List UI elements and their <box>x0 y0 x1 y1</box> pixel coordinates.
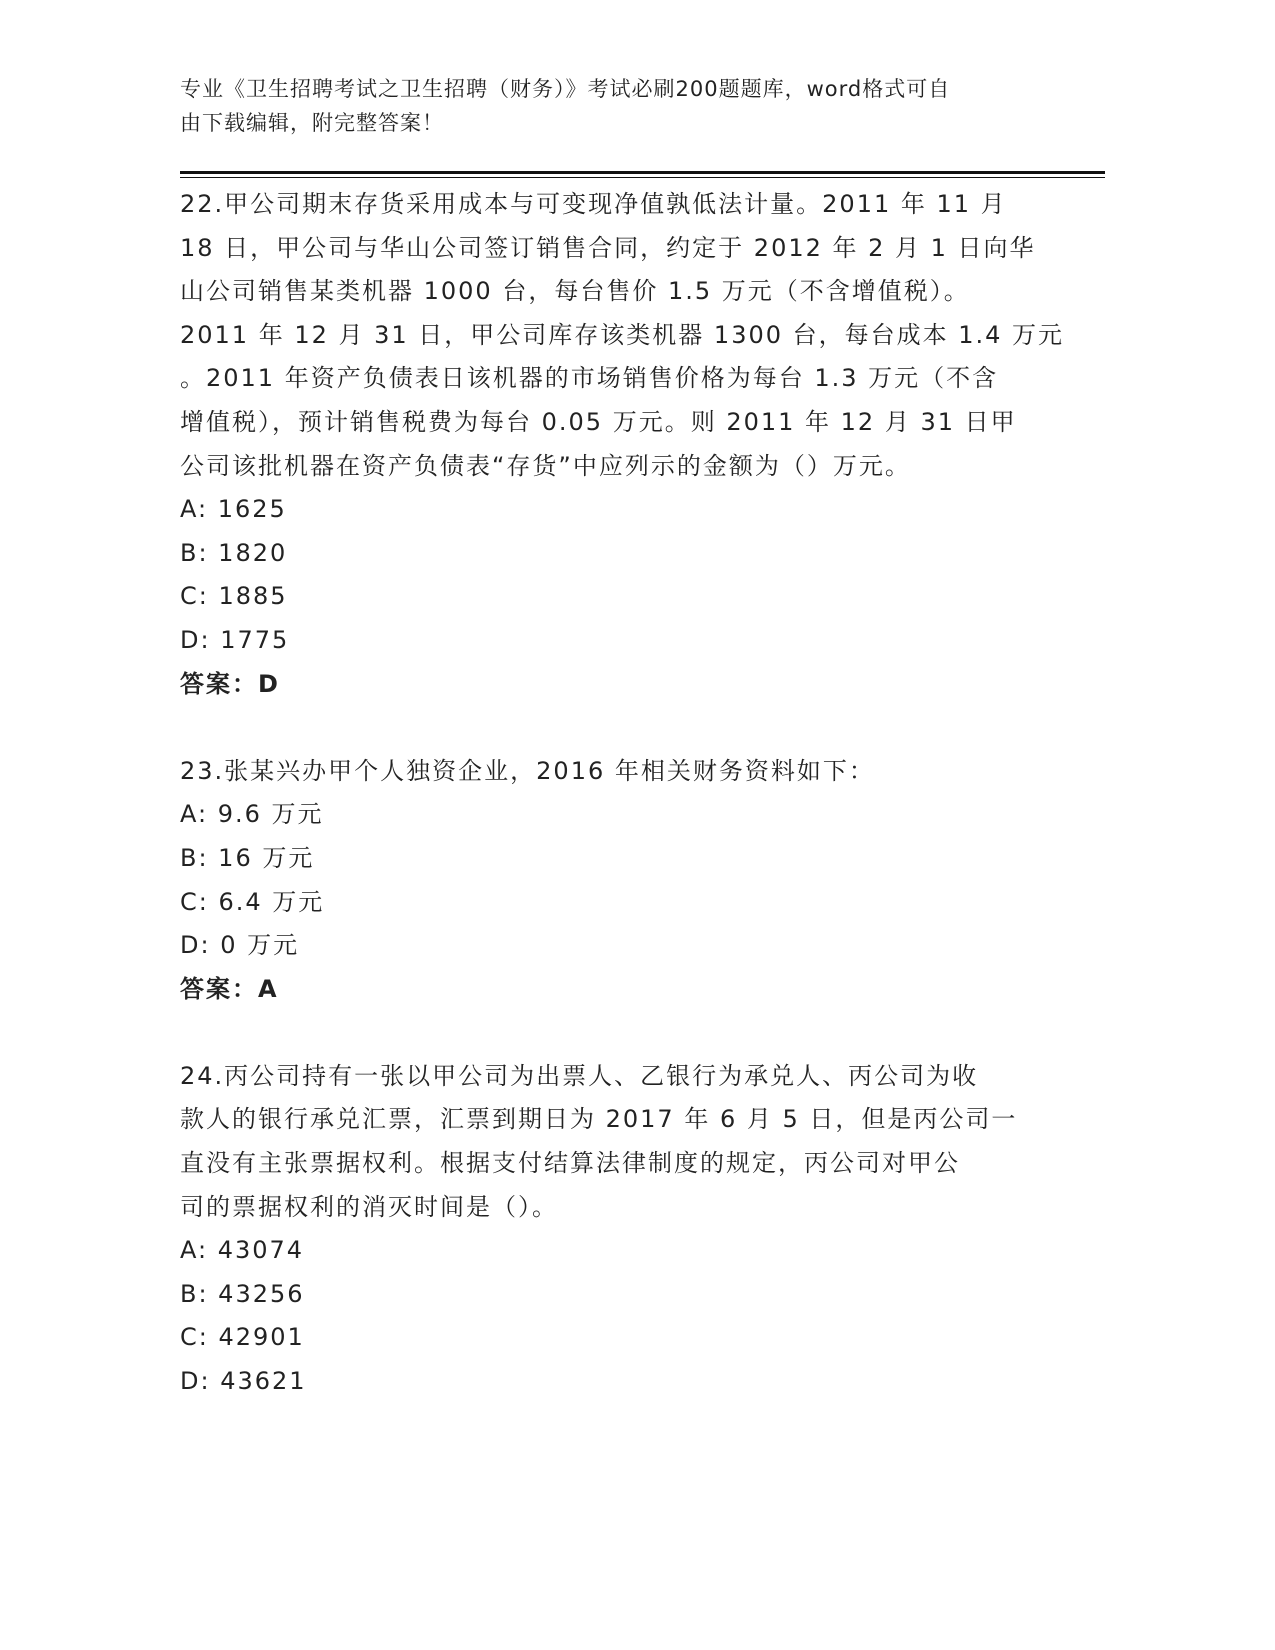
question-text: 司的票据权利的消灭时间是（）。 <box>180 1192 558 1221</box>
header-line: 专业《卫生招聘考试之卫生招聘（财务）》考试必刷200题题库，word格式可自 <box>180 77 951 101</box>
answer: 答案：A <box>180 974 279 1003</box>
option-c: C: 1885 <box>180 582 288 611</box>
option-d: D: 1775 <box>180 625 290 654</box>
option-d: D: 43621 <box>180 1367 307 1396</box>
question-text: 24.丙公司持有一张以甲公司为出票人、乙银行为承兑人、丙公司为收 <box>180 1061 979 1090</box>
document-header <box>180 72 950 140</box>
question-text: 23.张某兴办甲个人独资企业，2016 年相关财务资料如下： <box>180 756 875 785</box>
header-divider <box>180 171 1105 174</box>
question-text: 22.甲公司期末存货采用成本与可变现净值孰低法计量。2011 年 11 月 <box>180 190 1007 218</box>
question-text: 山公司销售某类机器 1000 台，每台售价 1.5 万元（不含增值税）。 <box>180 277 970 306</box>
question-text: 增值税），预计销售税费为每台 0.05 万元。则 2011 年 12 月 31 日甲 <box>180 407 1017 436</box>
question-23 <box>180 750 1080 1012</box>
option-a: A: 9.6 万元 <box>180 800 324 829</box>
question-text: 直没有主张票据权利。根据支付结算法律制度的规定，丙公司对甲公 <box>180 1149 960 1178</box>
question-text: 2011 年 12 月 31 日，甲公司库存该类机器 1300 台，每台成本 1.4 万元 <box>180 320 1065 349</box>
option-d: D: 0 万元 <box>180 931 300 960</box>
question-text: 公司该批机器在资产负债表“存货”中应列示的金额为（）万元。 <box>180 451 911 480</box>
question-text: 18 日，甲公司与华山公司签订销售合同，约定于 2012 年 2 月 1 日向华 <box>180 233 1036 262</box>
option-b: B: 16 万元 <box>180 843 315 872</box>
option-c: C: 42901 <box>180 1323 305 1352</box>
option-c: C: 6.4 万元 <box>180 887 325 916</box>
answer: 答案：D <box>180 669 280 698</box>
question-list <box>180 183 1080 1404</box>
option-b: B: 43256 <box>180 1279 305 1308</box>
question-22 <box>180 183 1080 706</box>
option-b: B: 1820 <box>180 538 288 567</box>
option-a: A: 1625 <box>180 495 287 524</box>
question-text: 款人的银行承兑汇票，汇票到期日为 2017 年 6 月 5 日，但是丙公司一 <box>180 1105 1018 1134</box>
question-text: 。2011 年资产负债表日该机器的市场销售价格为每台 1.3 万元（不含 <box>180 364 999 393</box>
header-divider-thin <box>180 177 1105 178</box>
option-a: A: 43074 <box>180 1236 305 1265</box>
header-line: 由下载编辑，附完整答案！ <box>180 111 444 135</box>
question-24 <box>180 1055 1080 1404</box>
